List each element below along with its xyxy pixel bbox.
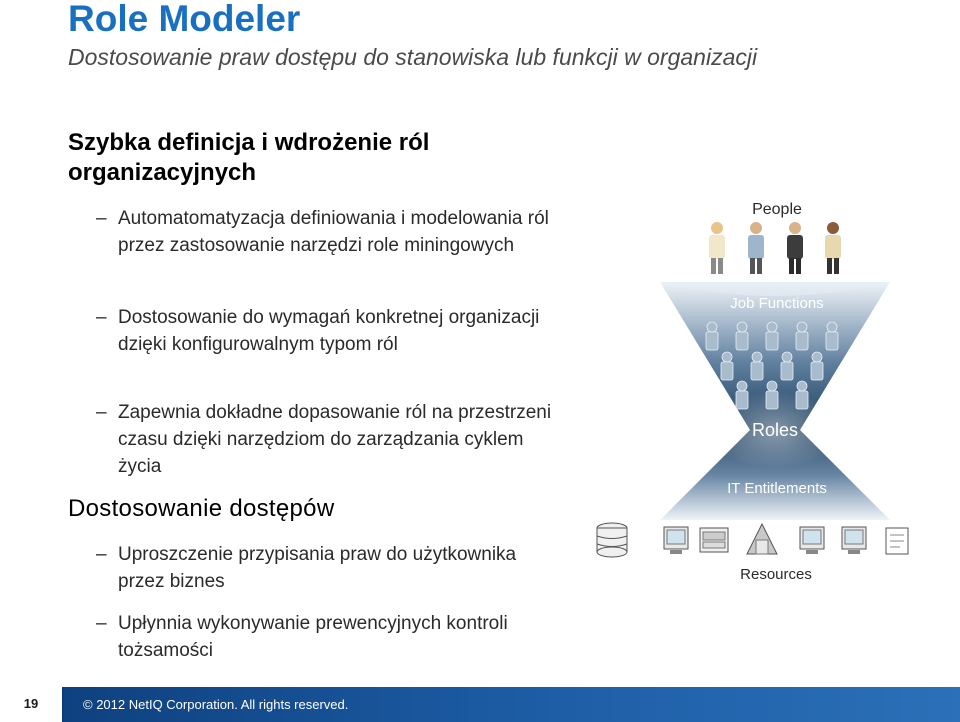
resources-label: Resources (740, 566, 812, 583)
bullet-dash: – (96, 307, 107, 328)
section-heading-roles: Szybka definicja i wdrożenie ról organizacyjnych (68, 129, 430, 186)
person-icon (787, 222, 803, 274)
building-icon (747, 524, 777, 554)
it-entitlements-label: IT Entitlements (727, 480, 827, 497)
bullet-text: Zapewnia dokładne dopasowanie ról na przestrzeni czasu dzięki narzędziom do zarządzania cyklem życia (118, 402, 552, 477)
bullet-dash: – (96, 613, 107, 634)
bullet-item (96, 304, 566, 358)
page-number-box (0, 687, 64, 722)
bullet-text: Automatomatyzacja definiowania i modelowania ról przez zastosowanie narzędzi role miningowych (118, 208, 549, 256)
bullet-dash: – (96, 402, 107, 423)
bullet-dash: – (96, 544, 107, 565)
bullet-text: Upłynnia wykonywanie prewencyjnych kontroli tożsamości (118, 613, 508, 661)
person-icon (748, 222, 764, 274)
bullet-item (96, 399, 566, 480)
slide-subtitle: Dostosowanie praw dostępu do stanowiska lub funkcji w organizacji (68, 44, 758, 70)
computer-icon (664, 527, 688, 554)
bullet-dash: – (96, 208, 107, 229)
job-functions-label: Job Functions (730, 295, 824, 312)
roles-label: Roles (751, 420, 799, 440)
people-icons (709, 222, 841, 274)
copyright-text: © 2012 NetIQ Corporation. All rights reserved. (83, 697, 349, 712)
people-label: People (752, 201, 802, 218)
footer-bar (0, 687, 960, 722)
section-heading-access: Dostosowanie dostępów (68, 495, 335, 522)
person-icon (825, 222, 841, 274)
computer-icon (800, 527, 824, 554)
bullet-text: Dostosowanie do wymagań konkretnej organizacji dzięki konfigurowalnym typom ról (118, 307, 540, 355)
computer-icon (842, 527, 866, 554)
bullet-item (96, 541, 566, 595)
page-number: 19 (23, 696, 39, 711)
bullet-item (96, 610, 566, 664)
person-icon (709, 222, 725, 274)
database-icon (597, 523, 627, 557)
bullet-text: Uproszczenie przypisania praw do użytkownika przez biznes (118, 544, 517, 592)
role-funnel-diagram (590, 190, 960, 610)
document-icon (886, 528, 908, 554)
bullet-item (96, 205, 566, 259)
slide-title: Role Modeler (68, 0, 301, 39)
server-icon (700, 528, 728, 552)
